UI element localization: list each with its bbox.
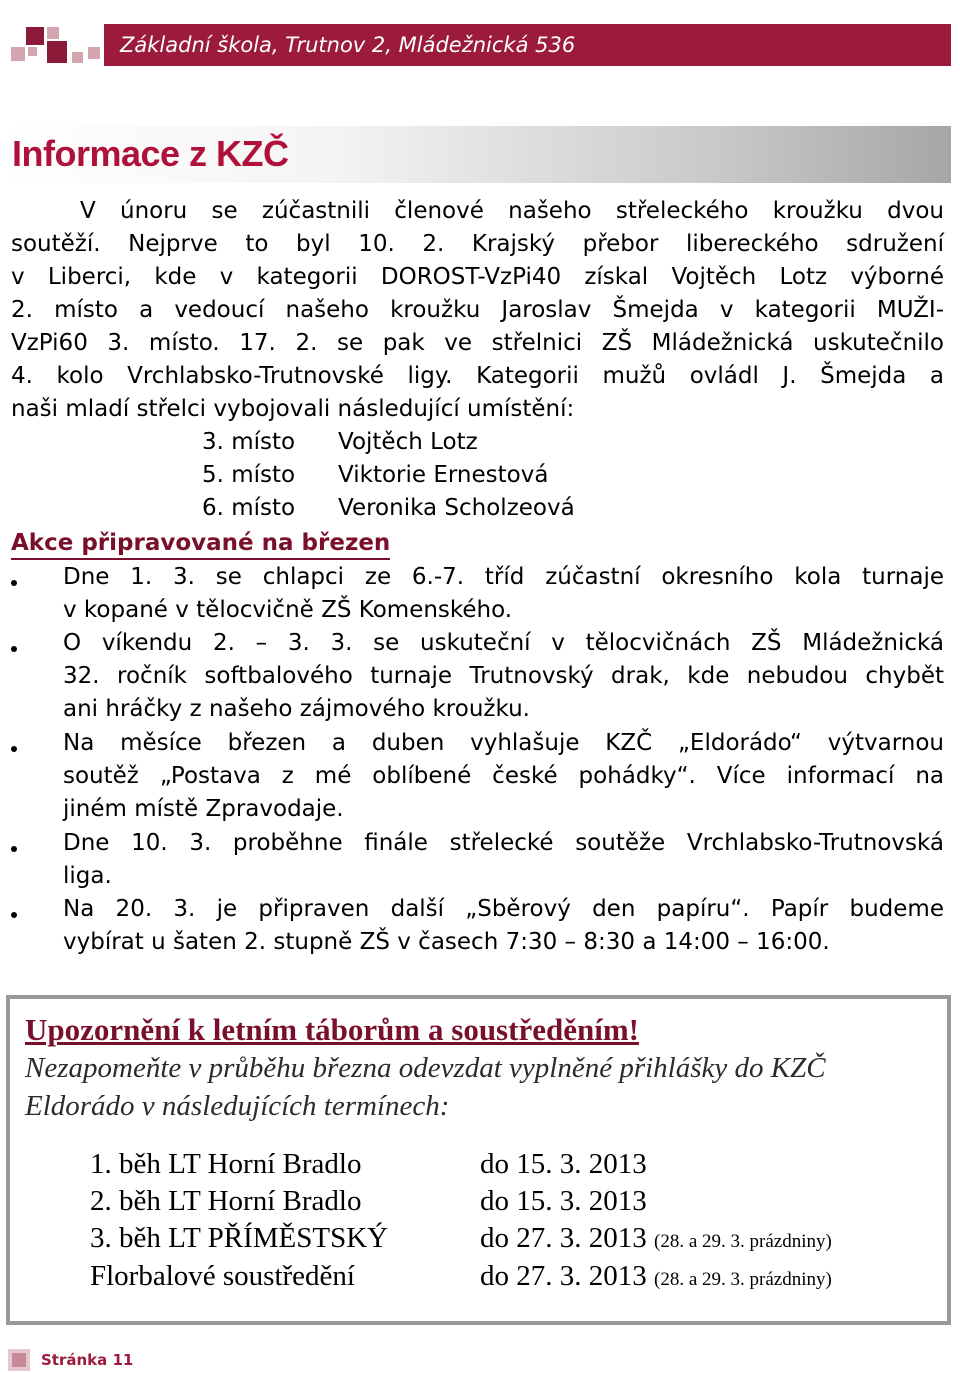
event-line: jiném místě Zpravodaje. bbox=[63, 796, 344, 822]
camp-name: 3. běh LT PŘÍMĚSTSKÝ bbox=[90, 1222, 389, 1254]
notice-text-line: Eldorádo v následujících termínech: bbox=[25, 1090, 450, 1122]
camp-deadline bbox=[480, 1182, 647, 1220]
event-line: vybírat u šaten 2. stupně ZŠ v časech 7:30 – 8:30 a 14:00 – 16:00. bbox=[63, 929, 830, 955]
bullet-icon bbox=[11, 746, 17, 752]
camp-deadline-date: do 27. 3. 2013 bbox=[480, 1260, 647, 1292]
camp-deadline-date: do 27. 3. 2013 bbox=[480, 1222, 647, 1254]
bullet-icon bbox=[11, 580, 17, 586]
events-heading: Akce připravované na březen bbox=[11, 528, 390, 560]
notice-text-line: Nezapomeňte v průběhu března odevzdat vyplněné přihlášky do KZČ bbox=[25, 1052, 826, 1084]
event-line: Dne 10. 3. proběhne finále střelecké soutěže Vrchlabsko-Trutnovská bbox=[63, 830, 944, 856]
placement-rank: 6. místo bbox=[202, 495, 296, 521]
event-line: Na 20. 3. je připraven další „Sběrový den papíru“. Papír budeme bbox=[63, 896, 944, 922]
camp-deadline bbox=[480, 1257, 832, 1295]
camp-name: Florbalové soustředění bbox=[90, 1260, 355, 1292]
event-line: O víkendu 2. – 3. 3. se uskuteční v tělocvičnách ZŠ Mládežnická bbox=[63, 630, 944, 656]
event-line: Dne 1. 3. se chlapci ze 6.-7. tříd zúčastní okresního kola turnaje bbox=[63, 564, 944, 590]
event-line: liga. bbox=[63, 863, 112, 889]
bullet-icon bbox=[11, 646, 17, 652]
bullet-icon bbox=[11, 846, 17, 852]
event-line: Na měsíce březen a duben vyhlašuje KZČ „Eldorádo“ výtvarnou bbox=[63, 730, 944, 756]
decor-square bbox=[28, 47, 37, 56]
bullet-icon bbox=[11, 912, 17, 918]
intro-line: 4. kolo Vrchlabsko-Trutnovské ligy. Kategorii mužů ovládl J. Šmejda a bbox=[11, 363, 944, 389]
camp-note: (28. a 29. 3. prázdniny) bbox=[654, 1269, 832, 1290]
camp-deadline-date: do 15. 3. 2013 bbox=[480, 1148, 647, 1180]
intro-line: soutěží. Nejprve to byl 10. 2. Krajský přebor libereckého sdružení bbox=[11, 231, 944, 257]
placement-rank: 3. místo bbox=[202, 429, 296, 455]
decor-square bbox=[47, 41, 67, 63]
camp-note: (28. a 29. 3. prázdniny) bbox=[654, 1231, 832, 1252]
intro-line: v Liberci, kde v kategorii DOROST-VzPi40 získal Vojtěch Lotz výborné bbox=[11, 264, 944, 290]
decor-square bbox=[26, 27, 44, 45]
placement-name: Veronika Scholzeová bbox=[338, 495, 575, 521]
intro-line: V únoru se zúčastnili členové našeho střeleckého kroužku dvou bbox=[80, 198, 944, 224]
placement-name: Viktorie Ernestová bbox=[338, 462, 549, 488]
camp-deadline-date: do 15. 3. 2013 bbox=[480, 1185, 647, 1217]
page-number: Stránka 11 bbox=[41, 1351, 134, 1369]
decor-square bbox=[88, 47, 100, 59]
header-logo-squares bbox=[0, 0, 120, 90]
notice-title: Upozornění k letním táborům a soustředěním! bbox=[25, 1012, 639, 1047]
placement-name: Vojtěch Lotz bbox=[338, 429, 478, 455]
decor-square bbox=[47, 27, 59, 39]
intro-line: naši mladí střelci vybojovali následující umístění: bbox=[11, 396, 575, 422]
page-title: Informace z KZČ bbox=[12, 133, 289, 174]
intro-line: VzPi60 3. místo. 17. 2. se pak ve střelnici ZŠ Mládežnická uskutečnilo bbox=[11, 330, 944, 356]
camp-name: 2. běh LT Horní Bradlo bbox=[90, 1185, 362, 1217]
camp-deadline bbox=[480, 1145, 647, 1183]
decor-square bbox=[11, 47, 25, 61]
camp-deadline bbox=[480, 1219, 832, 1257]
placement-rank: 5. místo bbox=[202, 462, 296, 488]
intro-line: 2. místo a vedoucí našeho kroužku Jaroslav Šmejda v kategorii MUŽI- bbox=[11, 297, 944, 323]
footer-square-icon bbox=[12, 1353, 26, 1367]
event-line: soutěž „Postava z mé oblíbené české pohádky“. Více informací na bbox=[63, 763, 944, 789]
camp-name: 1. běh LT Horní Bradlo bbox=[90, 1148, 362, 1180]
event-line: 32. ročník softbalového turnaje Trutnovský drak, kde nebudou chybět bbox=[63, 663, 944, 689]
decor-square bbox=[72, 52, 83, 63]
event-line: ani hráčky z našeho zájmového kroužku. bbox=[63, 696, 530, 722]
header-school-name: Základní škola, Trutnov 2, Mládežnická 536 bbox=[104, 24, 951, 66]
event-line: v kopané v tělocvičně ZŠ Komenského. bbox=[63, 597, 513, 623]
